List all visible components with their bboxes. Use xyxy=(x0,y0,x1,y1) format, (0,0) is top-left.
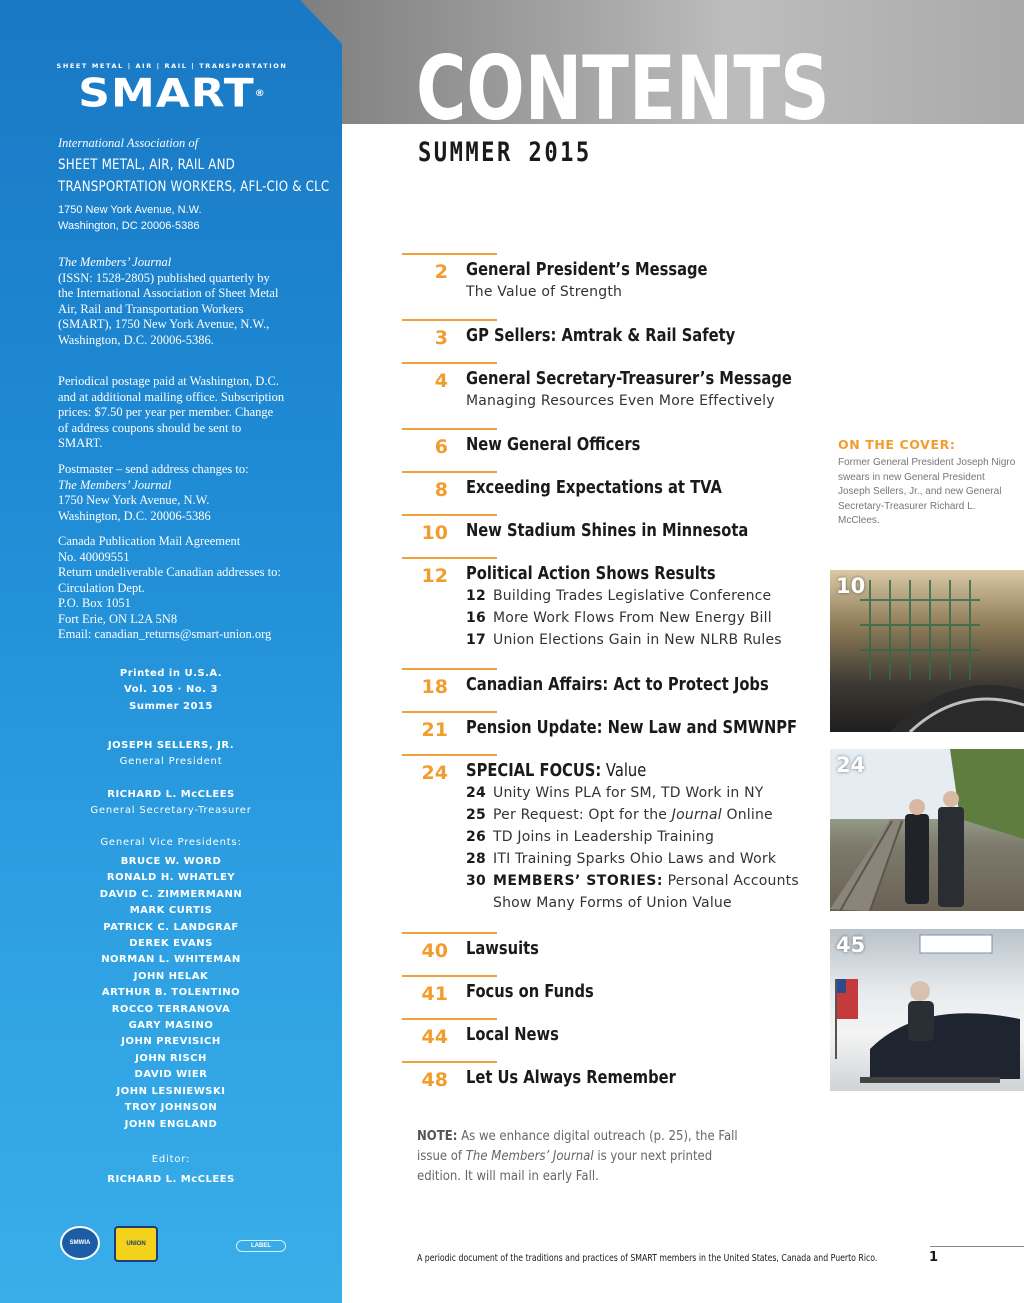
toc-title: GP Sellers: Amtrak & Rail Safety xyxy=(466,326,736,346)
page-number-rule xyxy=(930,1246,1024,1247)
toc-subitem[interactable] xyxy=(466,629,822,651)
toc-title: Focus on Funds xyxy=(466,982,594,1002)
postage-info: Periodical postage paid at Washington, D.C. and at additional mailing office. Subscription prices: $7.50 per year per member. Change of address coupons should be sent to SMART. xyxy=(58,374,285,450)
toc-title-bold: SPECIAL FOCUS: xyxy=(466,761,602,781)
president-name: JOSEPH SELLERS, JR. xyxy=(107,740,235,751)
org-address-line-1: 1750 New York Avenue, N.W. xyxy=(58,203,202,216)
canada-line-6: Fort Erie, ON L2A 5N8 xyxy=(58,611,178,626)
toc-subtitle: Managing Resources Even More Effectively xyxy=(466,393,775,409)
toc-page-number: 41 xyxy=(421,983,448,1005)
toc-entry[interactable] xyxy=(402,975,822,1018)
toc-entry[interactable] xyxy=(402,754,822,932)
vp-name: PATRICK C. LANDGRAF xyxy=(103,921,239,933)
vp-name: DAVID WIER xyxy=(134,1069,208,1081)
subitem-text: Personal Accounts xyxy=(663,873,799,889)
digital-outreach-note xyxy=(417,1127,750,1187)
subitem-text: Show Many Forms of Union Value xyxy=(493,895,732,911)
logo-tagline: SHEET METAL | AIR | RAIL | TRANSPORTATION xyxy=(56,62,288,70)
masthead-sidebar xyxy=(0,0,342,1303)
page-number: 1 xyxy=(929,1250,939,1265)
logo-wordmark: SMART xyxy=(78,70,255,117)
canada-line-2: No. 40009551 xyxy=(58,549,130,564)
vp-name: MARK CURTIS xyxy=(129,905,213,917)
footer-text: A periodic document of the traditions and practices of SMART members in the United States, Canada and Puerto Rico. xyxy=(417,1253,878,1264)
logo-registered-mark: ® xyxy=(254,88,266,99)
photo-page-number: 24 xyxy=(836,753,866,777)
org-address-line-2: Washington, DC 20006-5386 xyxy=(58,219,200,232)
toc-entry[interactable] xyxy=(402,514,822,557)
page-title: CONTENTS xyxy=(416,37,830,140)
toc-subitem[interactable] xyxy=(466,804,822,826)
toc-title: General President’s Message xyxy=(466,260,708,280)
photo-page-number: 45 xyxy=(836,933,866,957)
vp-name: JOHN HELAK xyxy=(133,970,209,982)
president-title: General President xyxy=(119,756,223,768)
toc-page-number: 6 xyxy=(434,436,448,458)
organization-block xyxy=(58,136,328,234)
subitem-text: Per Request: Opt for the xyxy=(493,807,672,823)
toc-entry[interactable] xyxy=(402,428,822,471)
photo-rail-yard[interactable] xyxy=(830,749,1024,911)
vp-name: NORMAN L. WHITEMAN xyxy=(101,954,241,966)
union-label-icon xyxy=(114,1226,158,1262)
note-text: is your next printed edition. It will mail in early Fall. xyxy=(417,1149,713,1184)
toc-entry[interactable] xyxy=(402,711,822,754)
toc-title: Exceeding Expectations at TVA xyxy=(466,478,722,498)
volume-number: Vol. 105 · No. 3 xyxy=(124,684,218,696)
subitem-text: More Work Flows From New Energy Bill xyxy=(493,610,772,626)
toc-subitem[interactable] xyxy=(466,870,822,892)
toc-page-number: 18 xyxy=(421,676,448,698)
secretary-title: General Secretary-Treasurer xyxy=(90,805,252,817)
subitem-text: ITI Training Sparks Ohio Laws and Work xyxy=(493,851,777,867)
toc-subitem[interactable] xyxy=(466,848,822,870)
vp-name: ARTHUR B. TOLENTINO xyxy=(101,987,241,999)
canada-line-5: P.O. Box 1051 xyxy=(58,596,131,610)
canada-line-4: Circulation Dept. xyxy=(58,580,145,595)
toc-title: New Stadium Shines in Minnesota xyxy=(466,521,749,541)
subitem-page: 30 xyxy=(466,873,486,889)
seal-label: SMWIA xyxy=(69,1240,91,1246)
org-name-line-2: TRANSPORTATION WORKERS, AFL-CIO & CLC xyxy=(58,178,330,195)
toc-entry[interactable] xyxy=(402,1061,822,1104)
vp-name: BRUCE W. WORD xyxy=(120,856,222,867)
printed-in: Printed in U.S.A. xyxy=(119,668,223,679)
subitem-page: 24 xyxy=(466,785,486,801)
table-of-contents xyxy=(402,253,822,1104)
note-text: As we enhance digital outreach (p. 25), the Fall issue of xyxy=(417,1129,738,1164)
toc-page-number: 48 xyxy=(421,1069,448,1091)
toc-title: New General Officers xyxy=(466,435,641,455)
toc-entry[interactable] xyxy=(402,932,822,975)
toc-title xyxy=(466,754,765,782)
general-president xyxy=(0,738,342,770)
vp-name: JOHN ENGLAND xyxy=(124,1118,218,1130)
note-journal-title: The Members’ Journal xyxy=(465,1149,594,1164)
subitem-page: 12 xyxy=(466,588,486,604)
issue-title: SUMMER 2015 xyxy=(418,137,592,168)
toc-page-number: 3 xyxy=(434,327,448,349)
toc-entry[interactable] xyxy=(402,1018,822,1061)
toc-entry[interactable] xyxy=(402,253,822,319)
vp-name: JOHN RISCH xyxy=(135,1052,207,1064)
vp-name: RONALD H. WHATLEY xyxy=(106,872,236,884)
toc-title: Local News xyxy=(466,1025,559,1045)
vp-name: JOHN LESNIEWSKI xyxy=(116,1085,226,1097)
secretary-name: RICHARD L. McCLEES xyxy=(107,789,235,800)
general-secretary xyxy=(0,787,342,819)
toc-page-number: 21 xyxy=(421,719,448,741)
toc-entry[interactable] xyxy=(402,362,822,428)
subitem-page: 25 xyxy=(466,807,486,823)
subitem-text: TD Joins in Leadership Training xyxy=(493,829,715,845)
vp-name: GARY MASINO xyxy=(128,1020,214,1032)
editor-heading: Editor: xyxy=(151,1154,191,1165)
cover-caption: Former General President Joseph Nigro swears in new General President Joseph Sellers, Jr., and new General Secretary-Treasurer Richard L. McClees. xyxy=(838,457,1016,526)
postmaster-line-1: Postmaster – send address changes to: xyxy=(58,462,249,476)
postmaster-line-3: Washington, D.C. 20006-5386 xyxy=(58,508,211,523)
toc-subitem[interactable] xyxy=(466,607,822,629)
subitem-text: Online xyxy=(721,807,773,823)
canada-info xyxy=(58,534,338,643)
toc-subitem[interactable] xyxy=(466,585,822,607)
subitem-page: 26 xyxy=(466,829,486,845)
subitem-page: 28 xyxy=(466,851,486,867)
org-name-line-1: SHEET METAL, AIR, RAIL AND xyxy=(58,156,236,173)
org-intro: International Association of xyxy=(58,136,199,150)
toc-page-number: 4 xyxy=(434,370,448,392)
toc-subtitle: The Value of Strength xyxy=(466,284,623,300)
toc-page-number: 44 xyxy=(421,1026,448,1048)
toc-page-number: 24 xyxy=(421,762,448,784)
toc-entry[interactable] xyxy=(402,319,822,362)
toc-title: Political Action Shows Results xyxy=(466,564,716,584)
vp-name: DAVID C. ZIMMERMANN xyxy=(99,888,243,900)
toc-entry[interactable] xyxy=(402,557,822,668)
toc-title: Canadian Affairs: Act to Protect Jobs xyxy=(466,675,769,695)
toc-title: Pension Update: New Law and SMWNPF xyxy=(466,718,798,738)
cover-heading: ON THE COVER: xyxy=(838,437,956,452)
subitem-text: Building Trades Legislative Conference xyxy=(493,588,772,604)
photo-page-number: 10 xyxy=(836,574,866,598)
vp-heading: General Vice Presidents: xyxy=(100,837,242,848)
editor xyxy=(0,1152,342,1188)
toc-title: Lawsuits xyxy=(466,939,539,959)
postmaster-line-2: 1750 New York Avenue, N.W. xyxy=(58,493,210,507)
subitem-page: 17 xyxy=(466,632,486,648)
toc-subitem[interactable] xyxy=(466,782,822,804)
toc-entry[interactable] xyxy=(402,668,822,711)
journal-info xyxy=(58,255,283,348)
canada-email: Email: canadian_returns@smart-union.org xyxy=(58,627,272,641)
canada-line-1: Canada Publication Mail Agreement xyxy=(58,534,241,548)
vp-name: DEREK EVANS xyxy=(129,938,213,950)
union-seal-icon xyxy=(60,1226,100,1260)
toc-page-number: 2 xyxy=(434,261,448,283)
toc-entry[interactable] xyxy=(402,471,822,514)
vice-presidents xyxy=(0,835,342,1133)
journal-description: (ISSN: 1528-2805) published quarterly by the International Association of Sheet Metal Air, Rail and Transportation Workers (SMART), 1750 New York Avenue, N.W., Washington, D.C. 20006-5386. xyxy=(58,270,279,347)
vp-name: TROY JOHNSON xyxy=(124,1102,218,1114)
photo-stadium-construction[interactable] xyxy=(830,570,1024,732)
note-label: NOTE: xyxy=(417,1129,458,1144)
journal-title: The Members’ Journal xyxy=(58,255,172,269)
union-bug-icon xyxy=(236,1240,286,1252)
canada-line-3: Return undeliverable Canadian addresses to: xyxy=(58,565,281,579)
toc-page-number: 10 xyxy=(421,522,448,544)
toc-subitem-continued xyxy=(466,892,822,914)
toc-page-number: 8 xyxy=(434,479,448,501)
subitem-page: 16 xyxy=(466,610,486,626)
editor-name: RICHARD L. McCLEES xyxy=(107,1174,235,1185)
print-info xyxy=(0,666,342,715)
toc-title: General Secretary-Treasurer’s Message xyxy=(466,369,792,389)
issue-season: Summer 2015 xyxy=(129,700,213,712)
toc-page-number: 40 xyxy=(421,940,448,962)
postmaster-journal: The Members’ Journal xyxy=(58,477,172,492)
toc-title-rest: Value xyxy=(601,761,647,781)
subitem-text-italic: Journal xyxy=(671,807,722,823)
toc-page-number: 12 xyxy=(421,565,448,587)
postmaster-info xyxy=(58,462,328,524)
seal-label: LABEL xyxy=(251,1243,271,1249)
subitem-caps: MEMBERS’ STORIES: xyxy=(493,873,663,889)
vp-name: JOHN PREVISICH xyxy=(121,1036,221,1048)
seal-label: UNION xyxy=(126,1241,146,1247)
toc-title: Let Us Always Remember xyxy=(466,1068,676,1088)
photo-snowmobile[interactable] xyxy=(830,929,1024,1091)
subitem-text: Union Elections Gain in New NLRB Rules xyxy=(493,632,782,648)
smart-logo xyxy=(56,62,288,116)
subitem-text: Unity Wins PLA for SM, TD Work in NY xyxy=(493,785,764,801)
toc-subitem[interactable] xyxy=(466,826,822,848)
vp-name: ROCCO TERRANOVA xyxy=(111,1003,231,1015)
